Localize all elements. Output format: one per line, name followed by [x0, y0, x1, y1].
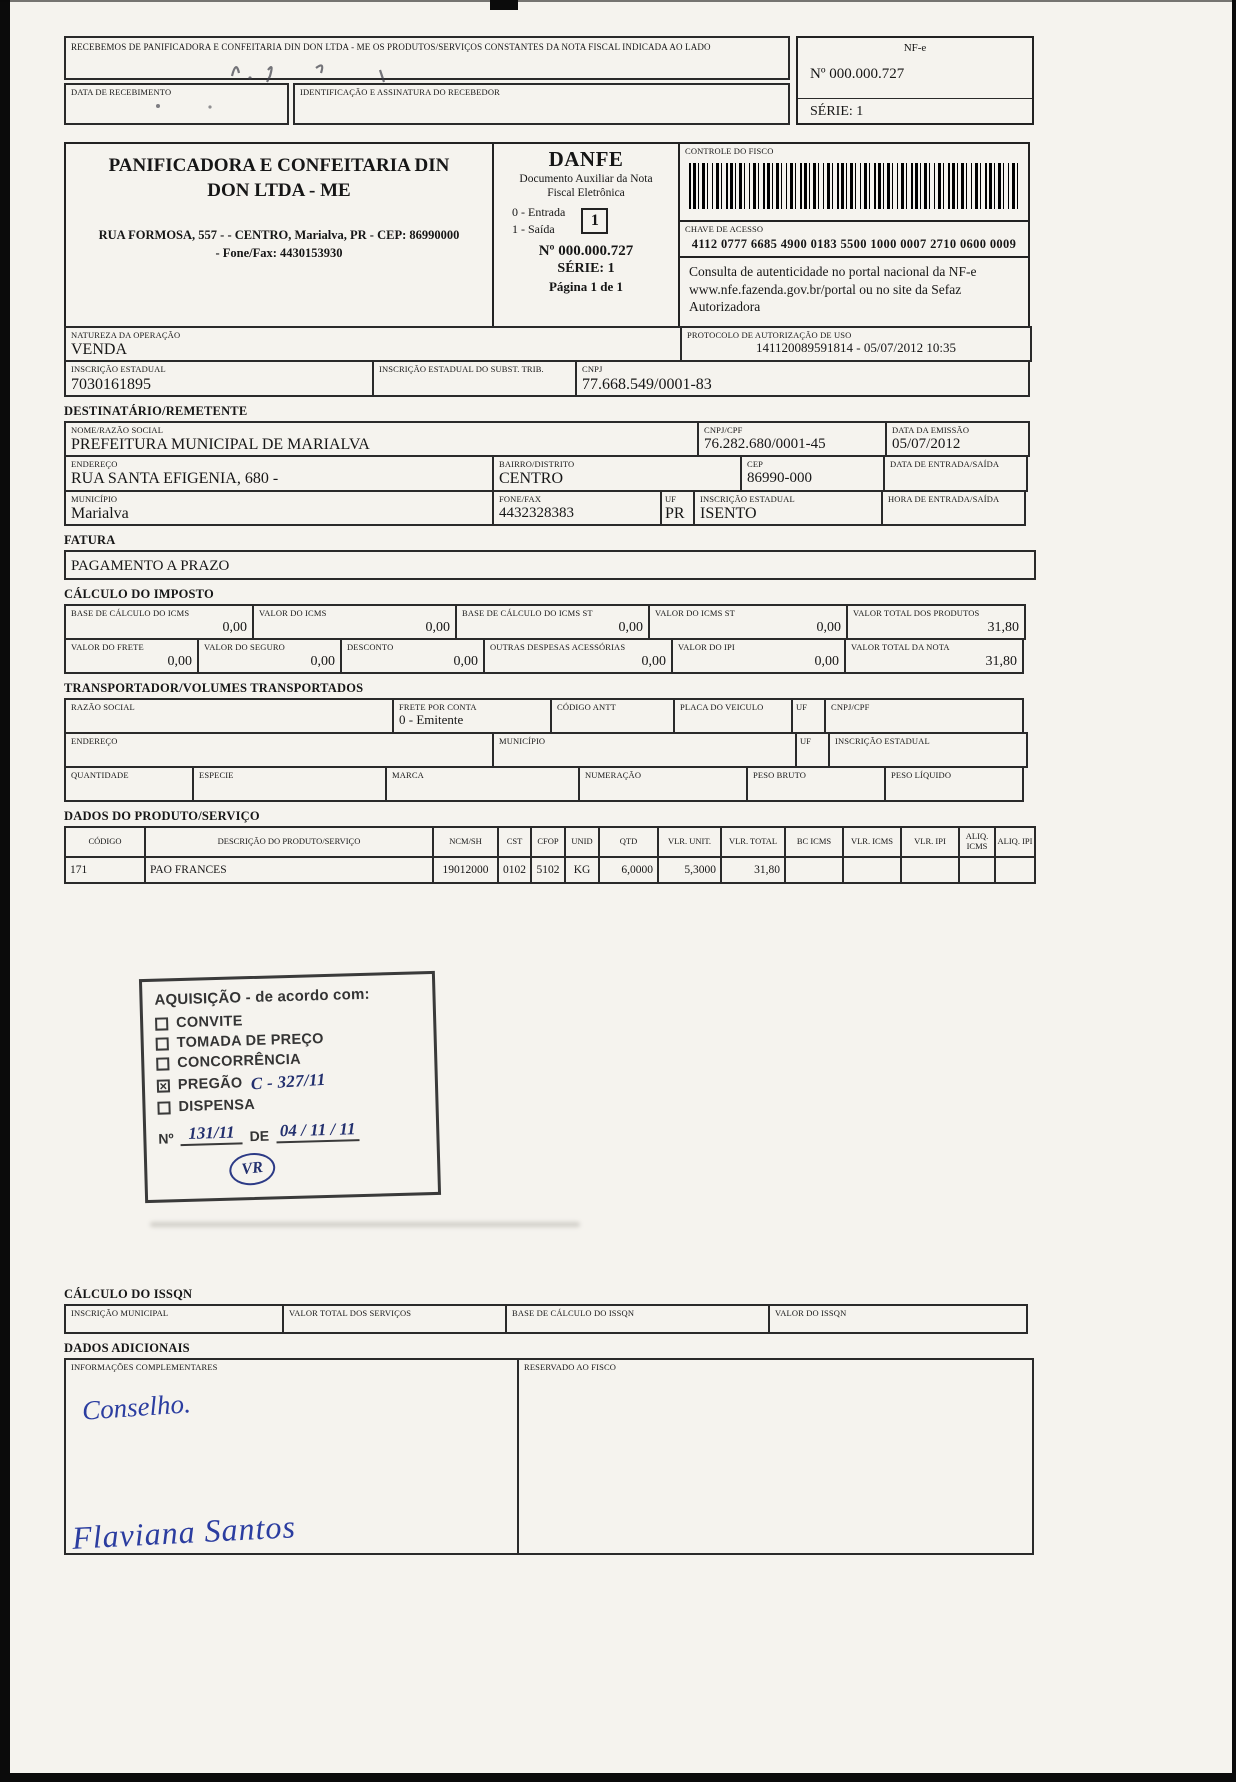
field-label: VALOR DO ICMS	[259, 607, 327, 618]
carrier-city-field	[492, 732, 797, 768]
field-label: ENDEREÇO	[71, 735, 118, 746]
gross-weight-field	[746, 766, 886, 802]
scan-edge-left	[0, 0, 10, 1782]
field-value: PR	[665, 504, 685, 522]
pen-scribble-marks	[220, 48, 410, 90]
entry-date-field	[883, 455, 1028, 491]
danfe-subtitle: Documento Auxiliar da Nota Fiscal Eletrônica	[519, 173, 653, 200]
nature-row	[64, 326, 1036, 362]
scan-edge-top	[0, 0, 1236, 2]
cell-aliq-icms	[959, 857, 995, 883]
procurement-stamp	[139, 971, 441, 1203]
recipient-row-3	[64, 490, 1036, 526]
field-label: BASE DE CÁLCULO DO ICMS	[71, 607, 190, 618]
checkbox-concorrencia	[156, 1057, 169, 1070]
transport-section-title: TRANSPORTADOR/VOLUMES TRANSPORTADOS	[64, 680, 364, 695]
transport-group	[64, 698, 1036, 802]
field-value: 7030161895	[71, 375, 151, 393]
field-value: 0 - Emitente	[399, 712, 464, 728]
entry-exit-block	[494, 204, 678, 239]
field-value: VENDA	[71, 341, 127, 359]
field-label: VALOR DO SEGURO	[204, 641, 285, 652]
field-value: 0,00	[641, 654, 666, 670]
danfe-series: SÉRIE: 1	[557, 260, 615, 276]
field-value: 05/07/2012	[892, 435, 961, 452]
icms-value-field	[252, 604, 457, 640]
recipient-row-1	[64, 421, 1036, 457]
option-label: DISPENSA	[178, 1096, 256, 1116]
additional-section-title: DADOS ADICIONAIS	[64, 1340, 190, 1355]
freight-responsibility-field	[392, 698, 552, 734]
column-header: CFOP	[531, 827, 565, 857]
field-value: 0,00	[618, 620, 643, 636]
payment-terms-field	[64, 550, 1036, 580]
option-label: PREGÃO	[177, 1075, 243, 1094]
additional-row	[64, 1358, 1036, 1555]
column-header: QTD	[599, 827, 658, 857]
barcode	[689, 163, 1019, 209]
cell-aliq-ipi	[995, 857, 1035, 883]
subst-registration-field	[372, 360, 577, 396]
emitter-name: PANIFICADORA E CONFEITARIA DIN DON LTDA - ME	[108, 155, 450, 201]
scan-smudge	[150, 1222, 580, 1227]
column-header: NCM/SH	[433, 827, 498, 857]
field-label: ESPECIE	[199, 769, 234, 780]
recipient-address-field	[64, 455, 494, 491]
cell-cst: 0102	[498, 857, 531, 883]
services-total-field	[282, 1304, 507, 1334]
field-label: UF	[665, 493, 677, 504]
recipient-name-field	[64, 421, 699, 457]
column-header: ALIQ. ICMS	[959, 827, 995, 857]
exit-option: 1 - Saída	[512, 222, 555, 237]
entry-time-field	[881, 490, 1026, 526]
phone-field	[492, 490, 662, 526]
tax-row-2	[64, 638, 1036, 674]
handwritten-process-date: 04 / 11 / 11	[276, 1119, 360, 1143]
tax-row-1	[64, 604, 1036, 640]
emitter-address-line2: - Fone/Fax: 4430153930	[215, 245, 343, 260]
field-value: 141120089591814 - 05/07/2012 10:35	[756, 340, 956, 356]
invoice-total-field	[844, 638, 1024, 674]
authenticity-note-box	[678, 256, 1030, 328]
emission-date-field	[885, 421, 1030, 457]
transport-row-3	[64, 766, 1036, 802]
cell-ncm: 19012000	[433, 857, 498, 883]
danfe-title-box	[492, 142, 680, 328]
entry-exit-options	[512, 204, 565, 239]
cell-codigo: 171	[65, 857, 145, 883]
stub-received-text: RECEBEMOS DE PANIFICADORA E CONFEITARIA DIN DON LTDA - ME OS PRODUTOS/SERVIÇOS CONSTANTES DA NOTA FISCAL INDICADA AO LADO	[71, 42, 711, 52]
field-label: NATUREZA DA OPERAÇÃO	[71, 330, 181, 340]
handwritten-process-number: 131/11	[180, 1122, 243, 1146]
access-key-value: 4112 0777 6685 4900 0183 5500 1000 0007 2710 0600 0009	[691, 237, 1017, 252]
recipient-group	[64, 421, 1036, 526]
product-row	[65, 857, 1035, 883]
tax-group	[64, 604, 1036, 674]
field-label: BASE DE CÁLCULO DO ISSQN	[512, 1307, 635, 1318]
field-label: PESO BRUTO	[753, 769, 807, 780]
scan-mark-top-center	[490, 0, 518, 10]
field-label: VALOR DO ISSQN	[775, 1307, 847, 1318]
cep-field	[740, 455, 885, 491]
field-label: CNPJ	[582, 364, 603, 375]
cell-vlr-icms	[843, 857, 901, 883]
column-header: VLR. IPI	[901, 827, 959, 857]
field-label: CEP	[747, 459, 764, 470]
scan-edge-right	[1232, 0, 1236, 1782]
products-section-title: DADOS DO PRODUTO/SERVIÇO	[64, 808, 260, 823]
carrier-uf-field	[791, 698, 826, 734]
field-label: ENDEREÇO	[71, 459, 118, 470]
field-label: INSCRIÇÃO ESTADUAL DO SUBST. TRIB.	[379, 364, 544, 375]
fisco-column	[678, 142, 1030, 328]
field-label: DATA DE ENTRADA/SAÍDA	[890, 459, 1000, 470]
quantity-field	[64, 766, 194, 802]
field-value: 31,80	[985, 654, 1017, 670]
column-header: BC ICMS	[785, 827, 843, 857]
cell-vlr-unit: 5,3000	[658, 857, 721, 883]
cell-unid: KG	[565, 857, 599, 883]
field-label: CÓDIGO ANTT	[557, 701, 617, 712]
cell-qtd: 6,0000	[599, 857, 658, 883]
products-table	[64, 826, 1036, 884]
field-label: INSCRIÇÃO ESTADUAL	[71, 364, 166, 375]
net-weight-field	[884, 766, 1024, 802]
checkbox-dispensa	[157, 1101, 170, 1114]
stamp-number-line	[158, 1117, 425, 1146]
field-label: MARCA	[392, 769, 424, 780]
issqn-value-field	[768, 1304, 1028, 1334]
column-header: DESCRIÇÃO DO PRODUTO/SERVIÇO	[145, 827, 433, 857]
field-label: INSCRIÇÃO ESTADUAL	[700, 493, 795, 504]
field-label: QUANTIDADE	[71, 769, 129, 780]
tax-section-title: CÁLCULO DO IMPOSTO	[64, 586, 214, 601]
carrier-address-field	[64, 732, 494, 768]
field-label: FRETE POR CONTA	[399, 701, 477, 712]
entry-option: 0 - Entrada	[512, 204, 566, 219]
field-value: Marialva	[71, 504, 129, 522]
field-label: PESO LÍQUIDO	[891, 769, 952, 780]
field-value: 86990-000	[747, 470, 812, 487]
field-label: FONE/FAX	[499, 493, 542, 504]
danfe-page: Página 1 de 1	[548, 278, 624, 294]
carrier-uf2-field	[795, 732, 830, 768]
handwritten-note: Conselho.	[81, 1388, 192, 1426]
field-label: DESCONTO	[347, 641, 394, 652]
field-label: DATA DE RECEBIMENTO	[71, 87, 172, 97]
field-label: NUMERAÇÃO	[585, 769, 642, 780]
option-label: TOMADA DE PREÇO	[176, 1031, 324, 1052]
complementary-info-field	[64, 1358, 519, 1555]
emitter-box	[64, 142, 494, 328]
issqn-section-title: CÁLCULO DO ISSQN	[64, 1286, 193, 1301]
access-key-box	[678, 220, 1030, 258]
field-label: MUNICÍPIO	[499, 735, 546, 746]
products-header-row	[65, 827, 1035, 857]
field-label: RAZÃO SOCIAL	[71, 701, 135, 712]
fisco-control-box	[678, 142, 1030, 222]
field-label: VALOR TOTAL DOS PRODUTOS	[853, 607, 980, 618]
field-value: 0,00	[814, 654, 839, 670]
antt-code-field	[550, 698, 675, 734]
emitter-address-line1: RUA FORMOSA, 557 - - CENTRO, Marialva, PR - CEP: 86990000	[98, 228, 460, 243]
field-label: UF	[796, 701, 808, 712]
field-label: HORA DE ENTRADA/SAÍDA	[888, 493, 1000, 504]
recipient-row-2	[64, 455, 1036, 491]
field-value: 0,00	[167, 654, 192, 670]
danfe-title: DANFE	[548, 147, 624, 171]
number-label: Nº	[158, 1130, 174, 1147]
emitter-address	[66, 227, 492, 262]
district-field	[492, 455, 742, 491]
field-label: CNPJ/CPF	[831, 701, 870, 712]
stamp-option-tomada	[156, 1028, 422, 1051]
field-label: UF	[800, 735, 812, 746]
transport-row-1	[64, 698, 1036, 734]
field-label: PROTOCOLO DE AUTORIZAÇÃO DE USO	[687, 330, 852, 340]
checkbox-pregao-checked: ×	[157, 1079, 170, 1092]
reserved-fisco-field	[517, 1358, 1034, 1555]
field-label: VALOR DO FRETE	[71, 641, 144, 652]
stamp-option-concorrencia	[156, 1048, 422, 1071]
field-value: 77.668.549/0001-83	[582, 375, 712, 393]
de-label: DE	[249, 1127, 270, 1145]
field-label: VALOR TOTAL DA NOTA	[851, 641, 950, 652]
other-expenses-field	[483, 638, 673, 674]
operation-type-flag: 1	[581, 208, 608, 234]
insurance-value-field	[197, 638, 342, 674]
city-field	[64, 490, 494, 526]
stamp-initials: VR	[228, 1151, 277, 1188]
cell-cfop: 5102	[531, 857, 565, 883]
field-label: INFORMAÇÕES COMPLEMENTARES	[71, 1361, 218, 1372]
cell-bc-icms	[785, 857, 843, 883]
authorization-protocol-field	[680, 326, 1032, 362]
uf-field	[660, 490, 695, 526]
field-label: INSCRIÇÃO MUNICIPAL	[71, 1307, 169, 1318]
danfe-header	[64, 142, 1036, 328]
nfe-number: Nº 000.000.727	[810, 66, 905, 82]
field-label: BASE DE CÁLCULO DO ICMS ST	[462, 607, 593, 618]
field-label: BAIRRO/DISTRITO	[499, 459, 575, 470]
field-label: CONTROLE DO FISCO	[685, 146, 774, 156]
checkbox-convite	[155, 1017, 168, 1030]
cnpj-field	[575, 360, 1030, 396]
icms-base-field	[64, 604, 254, 640]
field-value: 0,00	[425, 620, 450, 636]
field-value: 0,00	[816, 620, 841, 636]
recipient-state-reg-field	[693, 490, 883, 526]
recipient-section-title: DESTINATÁRIO/REMETENTE	[64, 403, 248, 418]
field-label: OUTRAS DESPESAS ACESSÓRIAS	[490, 641, 626, 652]
header-group	[64, 142, 1036, 397]
column-header: VLR. TOTAL	[721, 827, 785, 857]
field-value: 0,00	[310, 654, 335, 670]
danfe-number: Nº 000.000.727	[538, 242, 634, 259]
species-field	[192, 766, 387, 802]
field-label: CHAVE DE ACESSO	[685, 224, 764, 234]
field-value: 76.282.680/0001-45	[704, 435, 826, 452]
column-header: VLR. UNIT.	[658, 827, 721, 857]
invoice-section-title: FATURA	[64, 532, 116, 547]
field-value: 31,80	[987, 620, 1019, 636]
freight-value-field	[64, 638, 199, 674]
field-value: ISENTO	[700, 504, 757, 522]
field-value: RUA SANTA EFIGENIA, 680 -	[71, 470, 279, 488]
cell-vlr-total: 31,80	[721, 857, 785, 883]
icms-st-value-field	[648, 604, 848, 640]
handwritten-signature: Flaviana Santos	[71, 1508, 297, 1556]
stamp-option-pregao	[157, 1068, 423, 1095]
stamp-option-convite	[155, 1008, 421, 1031]
stub-nfe-number-box	[796, 36, 1034, 125]
ipi-value-field	[671, 638, 846, 674]
municipal-registration-field	[64, 1304, 284, 1334]
pregao-handwritten-note: C - 327/11	[249, 1069, 326, 1094]
carrier-name-field	[64, 698, 394, 734]
field-label: DATA DA EMISSÃO	[892, 424, 970, 435]
field-label: IDENTIFICAÇÃO E ASSINATURA DO RECEBEDOR	[300, 87, 500, 97]
recipient-cnpj-field	[697, 421, 887, 457]
stamp-title: AQUISIÇÃO - de acordo com:	[154, 985, 370, 1009]
danfe-document	[64, 36, 1036, 1555]
field-label: MUNICÍPIO	[71, 493, 118, 504]
column-header: VLR. ICMS	[843, 827, 901, 857]
option-label: CONVITE	[175, 1013, 243, 1032]
stub-received-statement	[64, 36, 790, 80]
field-label: INSCRIÇÃO ESTADUAL	[835, 735, 930, 746]
products-total-field	[846, 604, 1026, 640]
nfe-label: NF-e	[903, 42, 927, 54]
field-label: VALOR DO IPI	[678, 641, 735, 652]
operation-nature-field	[64, 326, 682, 362]
column-header: UNID	[565, 827, 599, 857]
vehicle-plate-field	[673, 698, 793, 734]
issqn-row	[64, 1304, 1036, 1334]
stamp-option-dispensa	[157, 1092, 423, 1115]
field-label: PLACA DO VEICULO	[680, 701, 764, 712]
column-header: CST	[498, 827, 531, 857]
field-label: VALOR DO ICMS ST	[655, 607, 735, 618]
issqn-base-field	[505, 1304, 770, 1334]
pen-dot-marks	[150, 94, 240, 116]
field-value: 4432328383	[499, 504, 574, 521]
column-header: ALIQ. IPI	[995, 827, 1035, 857]
field-label: NOME/RAZÃO SOCIAL	[71, 424, 164, 435]
cell-descricao: PAO FRANCES	[145, 857, 433, 883]
discount-field	[340, 638, 485, 674]
field-value: CENTRO	[499, 470, 563, 488]
brand-field	[385, 766, 580, 802]
field-label: RESERVADO AO FISCO	[524, 1361, 617, 1372]
nfe-series: SÉRIE: 1	[798, 98, 1032, 123]
carrier-cnpj-field	[824, 698, 1024, 734]
field-label: CNPJ/CPF	[704, 424, 743, 435]
column-header: CÓDIGO	[65, 827, 145, 857]
field-label: VALOR TOTAL DOS SERVIÇOS	[289, 1307, 412, 1318]
field-value: 0,00	[453, 654, 478, 670]
field-value: 0,00	[222, 620, 247, 636]
carrier-state-reg-field	[828, 732, 1028, 768]
icms-st-base-field	[455, 604, 650, 640]
cell-vlr-ipi	[901, 857, 959, 883]
authenticity-note: Consulta de autenticidade no portal nacional da NF-e www.nfe.fazenda.gov.br/portal ou no site da Sefaz Autorizadora	[689, 264, 977, 315]
option-label: CONCORRÊNCIA	[177, 1051, 302, 1072]
scan-edge-bottom	[0, 1773, 1236, 1782]
state-registration-field	[64, 360, 374, 396]
transport-row-2	[64, 732, 1036, 768]
registration-row	[64, 360, 1036, 396]
field-value: PREFEITURA MUNICIPAL DE MARIALVA	[71, 435, 370, 453]
field-value: PAGAMENTO A PRAZO	[71, 557, 230, 574]
numbering-field	[578, 766, 748, 802]
checkbox-tomada-de-preco	[156, 1037, 169, 1050]
